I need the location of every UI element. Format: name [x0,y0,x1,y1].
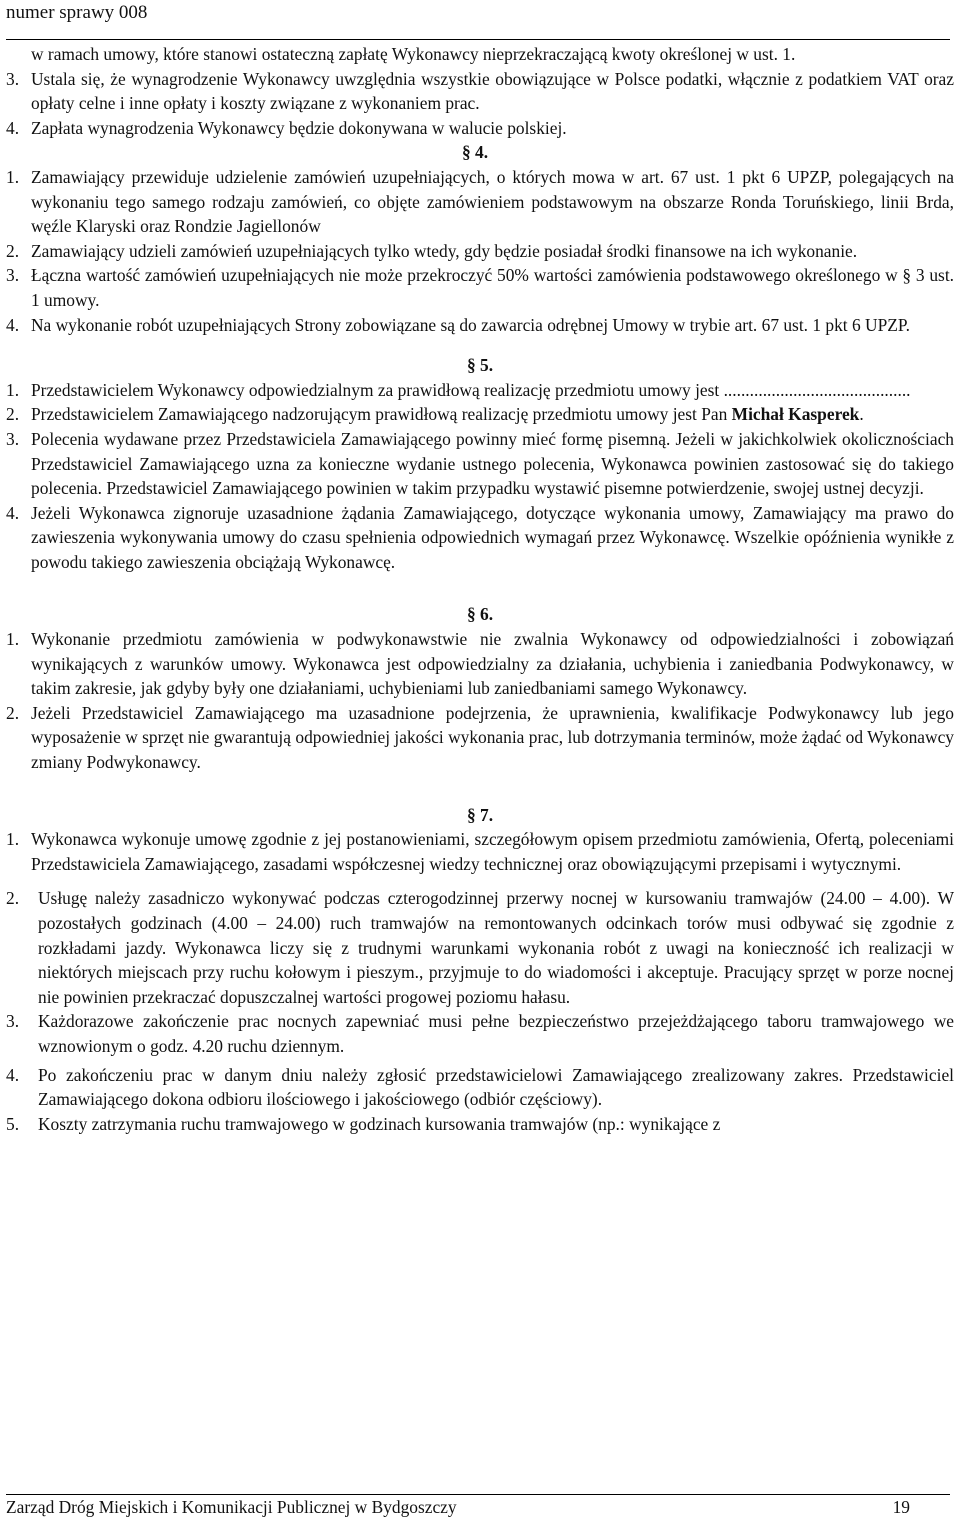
s7-item-3 [6,1009,954,1058]
item-number: 5. [6,1113,20,1134]
s4-item-4 [6,313,954,338]
header-divider [6,39,950,40]
item-number: 2. [6,888,20,909]
s5-item-1 [6,378,954,403]
item-text: Każdorazowe zakończenie prac nocnych zapewniać musi pełne bezpieczeństwo przejeżdżającego taboru tramwajowego we wznowionym o godz. 4.20 ruchu dziennym. [38,1011,954,1056]
document-case-number: numer sprawy 008 [6,2,148,23]
item-text: Jeżeli Przedstawiciel Zamawiającego ma uzasadnione podejrzenia, że uprawnienia, kwalifikacje Podwykonawcy lub jego wyposażenie w sprzęt nie gwarantują odpowiedniej jakości wykonania prac, lub dotrzymania terminów, może żądać od Wykonawcy zmiany Podwykonawcy. [31,702,954,773]
s7-item-5 [6,1112,954,1137]
item-text: Zamawiający przewiduje udzielenie zamówień uzupełniających, o których mowa w art. 67 ust. 1 pkt 6 UPZP, polegających na wykonaniu tego samego rodzaju zamówień, co objęte zamówieniem podstawowym na obszarze Ronda Toruńskiego, linii Brda, węźle Klaryski oraz Rondzie Jagiellonów [31,166,954,237]
s7-item-1 [6,827,954,876]
item-number: 3. [6,265,20,286]
item-text: Łączna wartość zamówień uzupełniających nie może przekroczyć 50% wartości zamówienia podstawowego określonego w § 3 ust. 1 umowy. [31,265,954,310]
item-text: Usługę należy zasadniczo wykonywać podczas czterogodzinnej przerwy nocnej w kursowaniu tramwajów (24.00 – 4.00). W pozostałych godzinach (4.00 – 24.00) ruch tramwajów na remontowanych odcinkach torów musi odbywać się zgodnie z rozkładami jazdy. Wykonawca liczy się z trudnymi warunkami wykonania robót z uwagi na konieczność ich realizacji w niektórych miejscach przy ruchu kołowym i pieszym., przyjmuje to do wiadomości i akceptuje. Pracujący sprzęt w porze nocnej nie powinien przekraczać dopuszczalnej wartości progowej poziomu hałasu. [38,888,954,1007]
s4-item-2 [6,239,954,264]
item-number: 2. [6,240,20,261]
item-text: Polecenia wydawane przez Przedstawiciela Zamawiającego powinny mieć formę pisemną. Jeżeli w jakichkolwiek okolicznościach Przedstawiciel Zamawiającego uzna za konieczne wydanie ustnego polecenia, Wykonawca powinien zastosować się do takiego polecenia. Przedstawiciel Zamawiającego powinien w takim przypadku wystawić pisemne potwierdzenie, swojej ustnej decyzji. [31,428,954,499]
item-number: 1. [6,629,20,650]
item-number: 4. [6,502,20,523]
s4-item-3 [6,263,954,312]
document-body [6,42,954,1136]
item-text: Koszty zatrzymania ruchu tramwajowego w godzinach kursowania tramwajów (np.: wynikające z [38,1113,721,1134]
item-text: Przedstawicielem Zamawiającego nadzorującym prawidłową realizację przedmiotu umowy jest Pan Michał Kasperek. [31,404,864,425]
footer-organization: Zarząd Dróg Miejskich i Komunikacji Publicznej w Bydgoszczy [6,1497,457,1517]
item-text: Ustala się, że wynagrodzenie Wykonawcy uwzględnia wszystkie obowiązujące w Polsce podatki, włącznie z podatkiem VAT oraz opłaty celne i inne opłaty i koszty związane z wykonaniem prac. [31,68,954,114]
s6-item-2 [6,701,954,775]
item-number: 3. [6,68,20,89]
item-number: 3. [6,1011,20,1032]
item-number: 4. [6,314,20,335]
s6-item-1 [6,627,954,701]
item-number: 4. [6,1064,20,1085]
section-heading-4: § 4. [461,142,489,163]
s5-item-3 [6,427,954,501]
item-number: 2. [6,404,20,425]
item-text: Przedstawicielem Wykonawcy odpowiedzialnym za prawidłową realizację przedmiotu umowy jest ........................................... [31,379,911,400]
item-text: Jeżeli Wykonawca zignoruje uzasadnione żądania Zamawiającego, dotyczące wykonania umowy, Zamawiający ma prawo do zawieszenia wykonywania umowy do czasu spełnienia odpowiednich wymagań przez Wykonawcę. Wszelkie opóźnienia wynikłe z powodu takiego zawieszenia obciążają Wykonawcę. [31,502,954,572]
item-text: Zapłata wynagrodzenia Wykonawcy będzie dokonywana w walucie polskiej. [31,117,567,138]
item-number: 1. [6,379,20,400]
page-footer [6,1495,950,1519]
s3-item-3 [6,67,954,116]
s7-item-2 [6,886,954,1009]
item-text: Wykonawca wykonuje umowę zgodnie z jej postanowieniami, szczegółowym opisem przedmiotu zamówienia, Ofertą, poleceniami Przedstawiciela Zamawiającego, zasadami współczesnej wiedzy technicznej oraz obowiązującymi przepisami i wytycznymi. [31,829,954,874]
s5-item-4 [6,501,954,575]
item-text: Na wykonanie robót uzupełniających Strony zobowiązane są do zawarcia odrębnej Umowy w trybie art. 67 ust. 1 pkt 6 UPZP. [31,314,910,335]
section-heading-5: § 5. [466,355,494,376]
item-number: 3. [6,428,20,449]
s7-item-4 [6,1063,954,1112]
s3-item-4 [6,116,954,141]
item-text: Wykonanie przedmiotu zamówienia w podwykonawstwie nie zwalnia Wykonawcy od odpowiedzialności i zobowiązań wynikających z warunków umowy. Wykonawca jest odpowiedzialny za działania, uchybienia i zaniedbania Podwykonawcy, w takim zakresie, jak gdyby były one działaniami, uchybieniami lub zaniedbaniami samego Wykonawcy. [31,629,954,699]
s4-item-1 [6,165,954,239]
item-number: 4. [6,117,20,138]
section-heading-7: § 7. [466,804,494,825]
item-text: Zamawiający udzieli zamówień uzupełniających tylko wtedy, gdy będzie posiadał środki finansowe na ich wykonanie. [31,240,858,261]
page-number: 19 [892,1497,910,1517]
item-number: 1. [6,829,20,850]
s3-paragraph-continuation: w ramach umowy, które stanowi ostateczną zapłatę Wykonawcy nieprzekraczającą kwoty określonej w ust. 1. [31,44,796,64]
item-number: 2. [6,702,20,723]
item-text: Po zakończeniu prac w danym dniu należy zgłosić przedstawicielowi Zamawiającego zrealizowany zakres. Przedstawiciel Zamawiającego dokona odbioru ilościowego i jakościowego (odbiór częściowy). [38,1064,954,1110]
s5-item-2 [6,402,954,427]
section-heading-6: § 6. [466,604,494,625]
page-header [6,0,950,26]
item-number: 1. [6,166,20,187]
representative-name: Michał Kasperek [731,404,860,425]
